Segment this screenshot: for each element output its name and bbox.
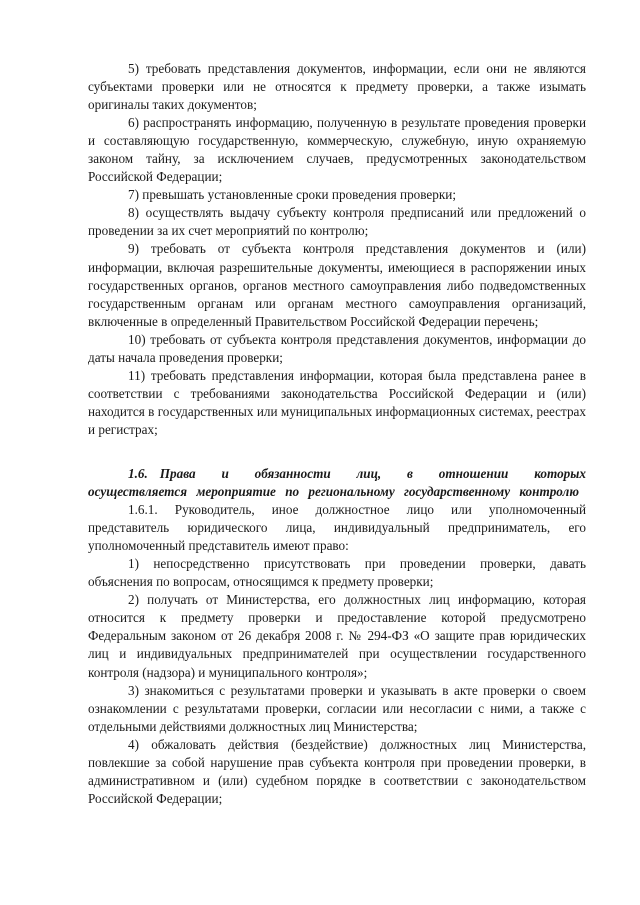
section-intro: 1.6.1. Руководитель, иное должностное лицо или уполномоченный представитель юридического лица, индивидуальный предприниматель, его уполномоченный представитель имеют право: — [88, 502, 586, 554]
list-item-8: 8) осуществлять выдачу субъекту контроля предписаний или предложений о проведении за их счет мероприятий по контролю; — [88, 205, 586, 239]
list-item-9: 9) требовать от субъекта контроля представления документов и (или) информации, включая разрешительные документы, имеющиеся в распоряжении иных государственных органов, органов местного самоуправления либо подведомственных государственным органам или органам местного самоуправления организаций, включенные в определенный Правительством Российской Федерации перечень; — [88, 241, 586, 329]
document-page — [88, 60, 586, 808]
section-heading — [88, 465, 586, 501]
right-item-4: 4) обжаловать действия (бездействие) должностных лиц Министерства, повлекшие за собой нарушение прав субъекта контроля при проведении проверки, в административном и (или) судебном порядке в соответствии с законодательством Российской Федерации; — [88, 736, 586, 806]
right-item-3: 3) знакомиться с результатами проверки и указывать в акте проверки о своем ознакомлении с результатами проверки, согласии или несогласии с ними, а также с отдельными действиями должностных лиц Министерства; — [88, 682, 586, 734]
right-item-2: 2) получать от Министерства, его должностных лиц информацию, которая относится к предмету проверки и предоставление которой предусмотрено Федеральным законом от 26 декабря 2008 г. № 294-ФЗ «О защите прав юридических лиц и индивидуальных предпринимателей при осуществлении государственного контроля (надзора) и муниципального контроля»; — [88, 592, 586, 680]
right-item-1: 1) непосредственно присутствовать при проведении проверки, давать объяснения по вопросам, относящимся к предмету проверки; — [88, 556, 586, 590]
section-title: Права и обязанности лиц, в отношении которых осуществляется мероприятие по региональному государственному контролю — [88, 465, 586, 500]
list-item-10: 10) требовать от субъекта контроля представления документов, информации до даты начала проведения проверки; — [88, 331, 586, 365]
list-item-7: 7) превышать установленные сроки проведения проверки; — [128, 187, 456, 203]
list-item-11: 11) требовать представления информации, которая была представлена ранее в соответствии с требованиями законодательства Российской Федерации и (или) находится в государственных или муниципальных информационных системах, реестрах и регистрах; — [88, 367, 586, 437]
section-number: 1.6. — [128, 465, 148, 481]
list-item-5: 5) требовать представления документов, информации, если они не являются субъектами проверки или не относятся к предмету проверки, а также изымать оригиналы таких документов; — [88, 61, 586, 113]
list-item-6: 6) распространять информацию, полученную в результате проведения проверки и составляющую государственную, коммерческую, служебную, иную охраняемую законом тайну, за исключением случаев, предусмотренных законодательством Российской Федерации; — [88, 115, 586, 185]
